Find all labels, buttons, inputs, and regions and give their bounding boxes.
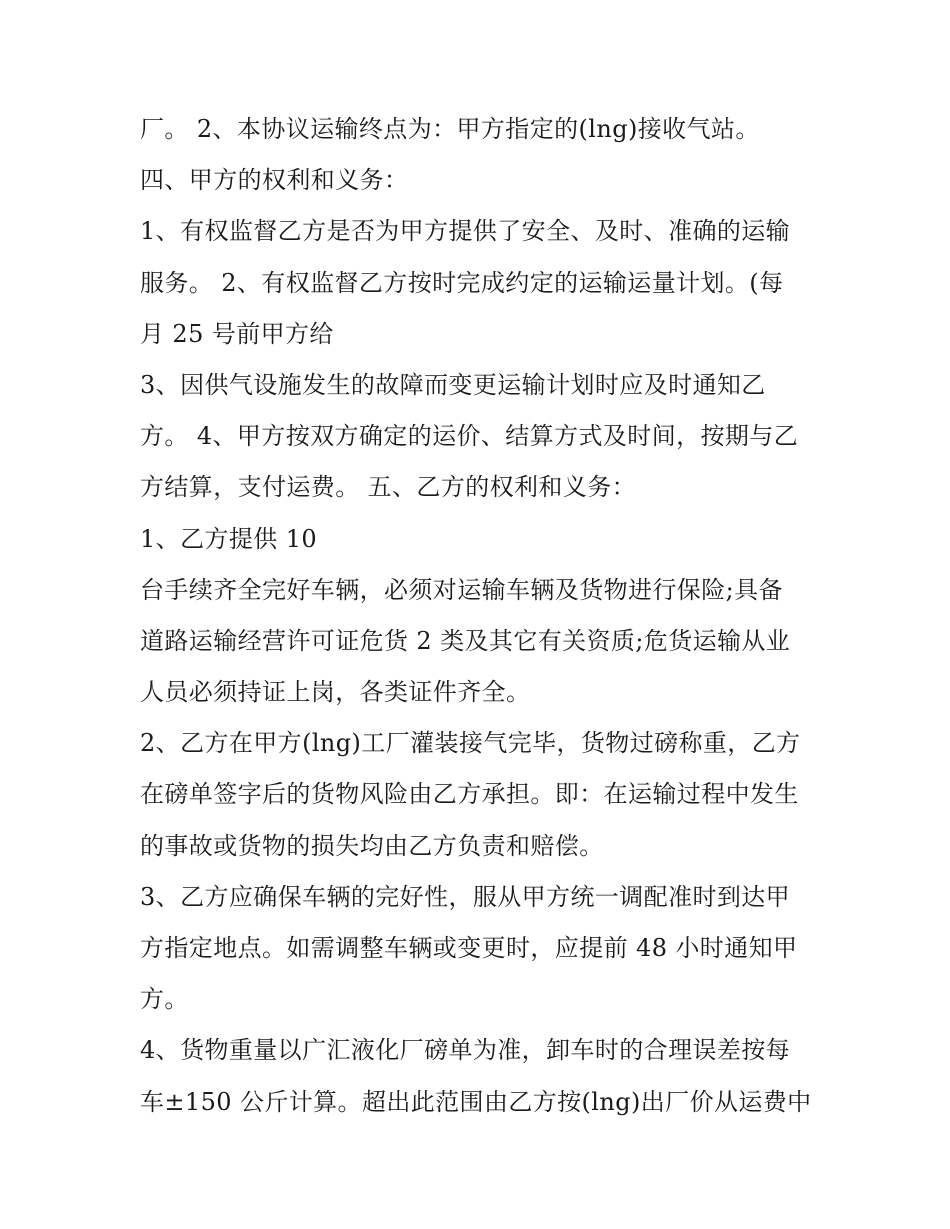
text-line: 车±150 公斤计算。超出此范围由乙方按(lng)出厂价从运费中 <box>140 1087 812 1116</box>
text-line: 1、乙方提供 10 <box>140 524 318 553</box>
text-line: 方结算，支付运费。 五、乙方的权利和义务： <box>140 473 637 502</box>
text-line: 方。 4、甲方按双方确定的运价、结算方式及时间，按期与乙 <box>140 422 799 451</box>
text-line: 3、乙方应确保车辆的完好性，服从甲方统一调配准时到达甲 <box>140 882 791 911</box>
text-line: 服务。 2、有权监督乙方按时完成约定的运输运量计划。(每 <box>140 268 784 297</box>
text-line: 方指定地点。如需调整车辆或变更时，应提前 48 小时通知甲 <box>140 934 798 962</box>
text-line: 方。 <box>140 985 189 1014</box>
text-line: 月 25 号前甲方给 <box>140 319 334 348</box>
document-body <box>140 104 820 1128</box>
section-heading: 四、甲方的权利和义务： <box>140 166 409 195</box>
text-line: 2、乙方在甲方(lng)工厂灌装接气完毕，货物过磅称重，乙方 <box>140 729 801 758</box>
text-line: 厂。 2、本协议运输终点为：甲方指定的(lng)接收气站。 <box>140 115 760 143</box>
text-line: 台手续齐全完好车辆，必须对运输车辆及货物进行保险;具备 <box>140 575 783 604</box>
text-line: 3、因供气设施发生的故障而变更运输计划时应及时通知乙 <box>140 370 766 399</box>
text-line: 4、货物重量以广汇液化厂磅单为准，卸车时的合理误差按每 <box>140 1036 791 1065</box>
text-line: 在磅单签字后的货物风险由乙方承担。即：在运输过程中发生 <box>140 780 799 809</box>
text-line: 1、有权监督乙方是否为甲方提供了安全、及时、准确的运输 <box>140 217 791 246</box>
text-line: 人员必须持证上岗，各类证件齐全。 <box>140 678 531 707</box>
text-line: 的事故或货物的损失均由乙方负责和赔偿。 <box>140 831 604 860</box>
text-line: 道路运输经营许可证危货 2 类及其它有关资质;危货运输从业 <box>140 626 791 655</box>
